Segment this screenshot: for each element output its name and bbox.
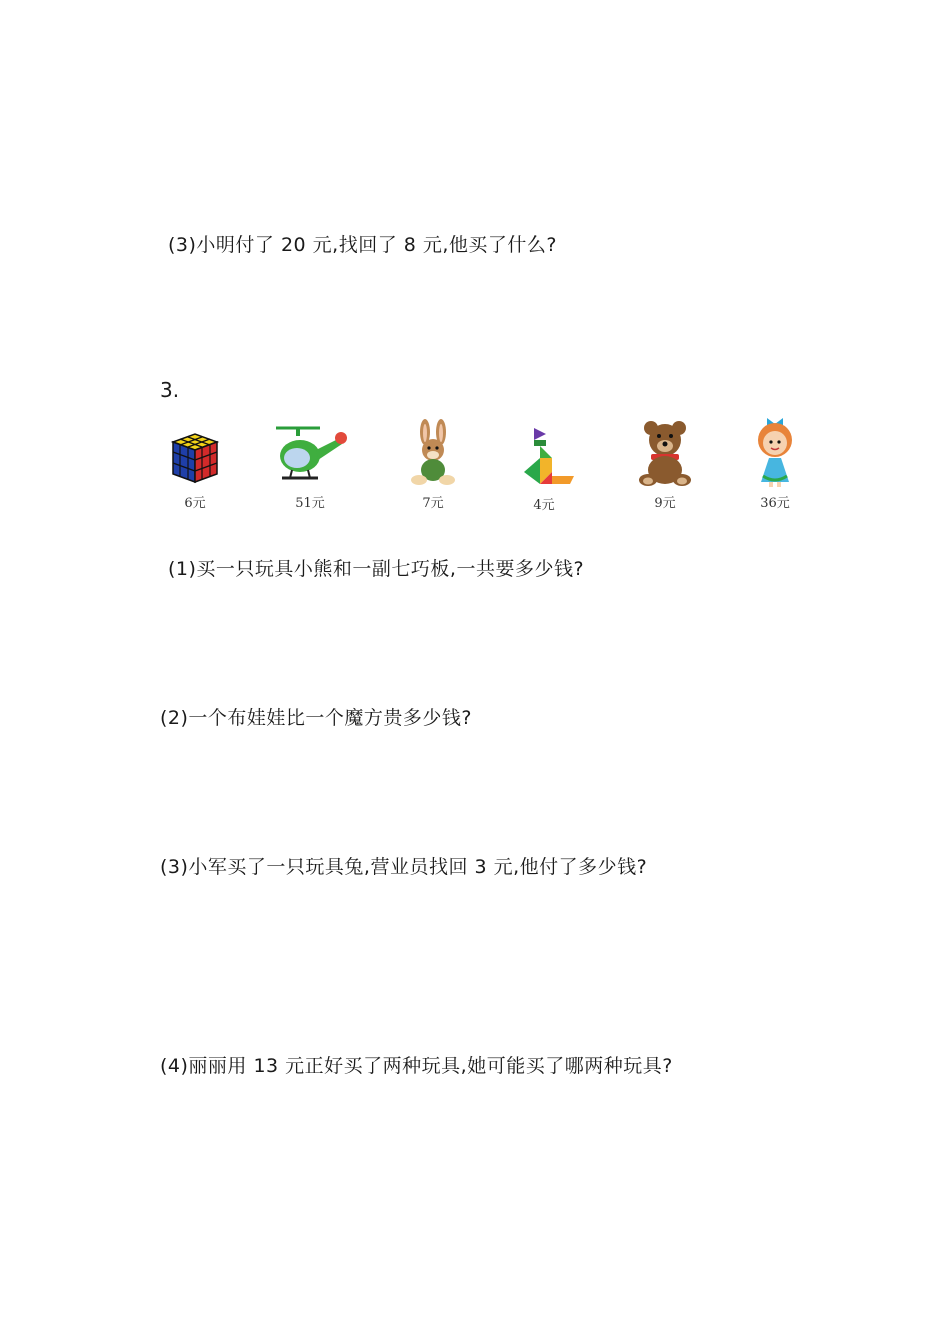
toy-price: 7元 — [422, 496, 444, 511]
toy-rabbit — [393, 418, 473, 511]
toy-price: 51元 — [295, 496, 325, 511]
toy-price: 4元 — [533, 498, 555, 513]
tangram-icon — [512, 426, 576, 490]
toy-price: 36元 — [760, 496, 790, 511]
question-3-3: (3)小军买了一只玩具兔,营业员找回 3 元,他付了多少钱? — [160, 856, 648, 878]
toy-teddy-bear — [625, 418, 705, 511]
question-3-4: (4)丽丽用 13 元正好买了两种玩具,她可能买了哪两种玩具? — [160, 1055, 673, 1077]
question-3-1: (1)买一只玩具小熊和一副七巧板,一共要多少钱? — [168, 558, 585, 580]
toy-price: 6元 — [184, 496, 206, 511]
teddy-bear-icon — [633, 418, 697, 488]
doll-icon — [743, 410, 807, 488]
rubiks-cube-icon — [165, 428, 225, 488]
question-3-2: (2)一个布娃娃比一个魔方贵多少钱? — [160, 707, 472, 729]
toy-rubiks-cube — [155, 428, 235, 511]
toy-doll — [735, 410, 815, 511]
rabbit-icon — [403, 418, 463, 488]
toy-tangram — [504, 426, 584, 513]
section-number: 3. — [160, 378, 180, 402]
question-2-3: (3)小明付了 20 元,找回了 8 元,他买了什么? — [168, 234, 558, 256]
toy-price: 9元 — [654, 496, 676, 511]
toy-helicopter — [270, 420, 350, 511]
helicopter-icon — [270, 420, 350, 488]
